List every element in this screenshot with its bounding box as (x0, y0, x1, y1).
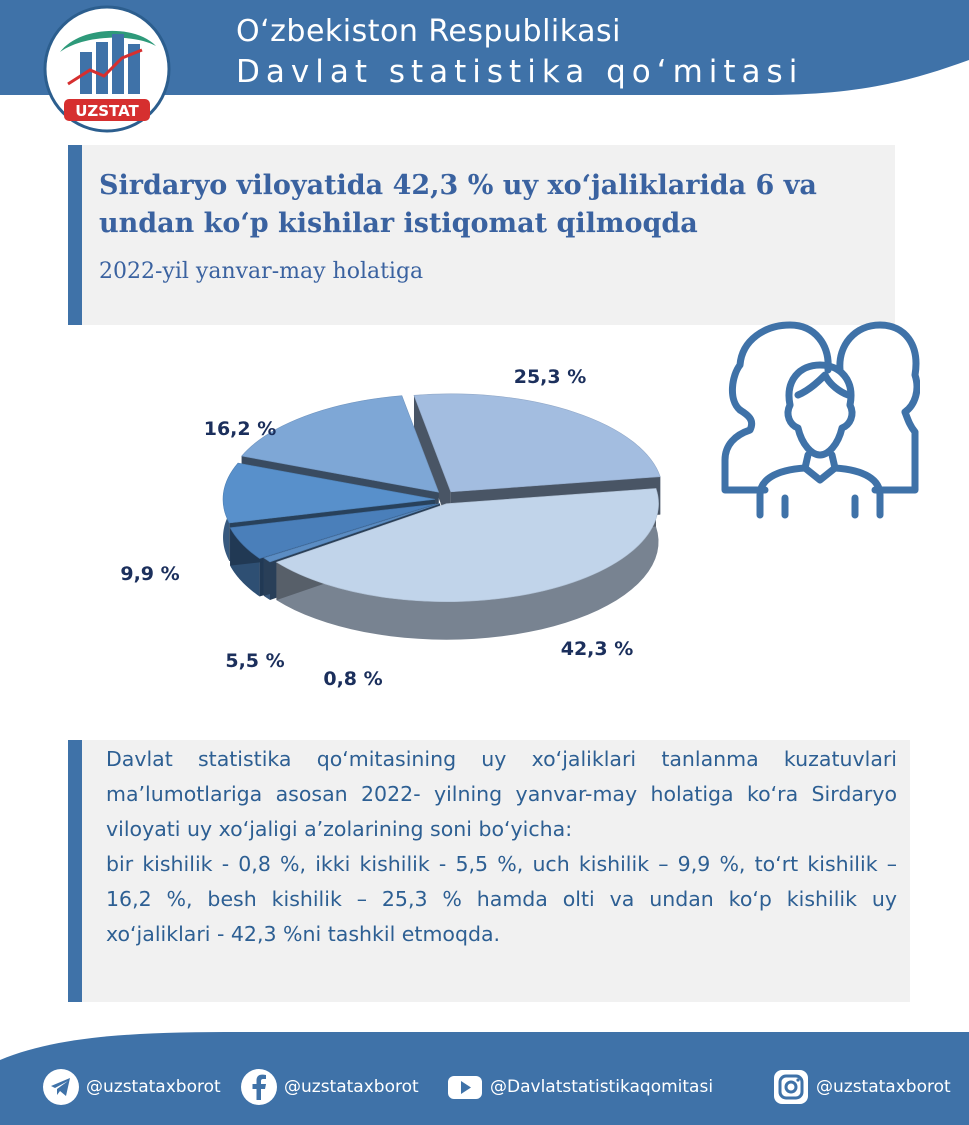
pie-slice (414, 394, 660, 492)
page-title: Sirdaryo viloyatida 42,3 % uy xo‘jaliklarida 6 va undan ko‘p kishilar istiqomat qilmoqda (99, 170, 817, 239)
title-accent-bar (68, 145, 82, 325)
description-accent-bar (68, 740, 82, 1002)
description-text (106, 742, 897, 952)
pie-data-label: 42,3 % (560, 638, 634, 660)
pie-data-label: 16,2 % (203, 418, 277, 440)
description-paragraph-1: Davlat statistika qo‘mitasining uy xo‘jaliklari tanlanma kuzatuvlari ma’lumotlariga asosan 2022- yilning yanvar-may holatiga ko‘ra Sirdaryo viloyati uy xo‘jaligi a’zolarining soni bo‘yicha: (106, 747, 897, 841)
telegram-handle: @uzstataxborot (86, 1077, 221, 1097)
pie-data-label: 0,8 % (323, 668, 383, 690)
facebook-handle: @uzstataxborot (284, 1077, 419, 1097)
description-paragraph-2: bir kishilik - 0,8 %, ikki kishilik - 5,5 %, uch kishilik – 9,9 %, to‘rt kishilik – 16,2 %, besh kishilik – 25,3 % hamda olti va undan ko‘p kishilik uy xo‘jaliklari - 42,3 %ni tashkil etmoqda. (106, 852, 897, 946)
uzstat-logo (40, 4, 174, 134)
instagram-handle: @uzstataxborot (816, 1077, 951, 1097)
telegram-link[interactable] (42, 1068, 221, 1106)
people-icon (720, 320, 920, 520)
instagram-icon (772, 1068, 810, 1106)
pie-data-label: 9,9 % (120, 563, 180, 585)
instagram-link[interactable] (772, 1068, 951, 1106)
youtube-link[interactable] (446, 1068, 713, 1106)
description-box (68, 740, 910, 1002)
youtube-handle: @Davlatstatistikaqomitasi (490, 1077, 714, 1097)
facebook-icon (240, 1068, 278, 1106)
facebook-link[interactable] (240, 1068, 419, 1106)
pie-data-label: 5,5 % (225, 650, 285, 672)
pie-data-label: 25,3 % (513, 366, 587, 388)
logo-text: UZSTAT (75, 102, 139, 120)
youtube-icon (446, 1068, 484, 1106)
header-title-line1: O‘zbekiston Respublikasi (236, 14, 621, 49)
title-box (68, 145, 895, 325)
page-subtitle: 2022-yil yanvar-may holatiga (99, 259, 424, 284)
header-title-line2: Davlat statistika qo‘mitasi (236, 54, 804, 90)
telegram-icon (42, 1068, 80, 1106)
